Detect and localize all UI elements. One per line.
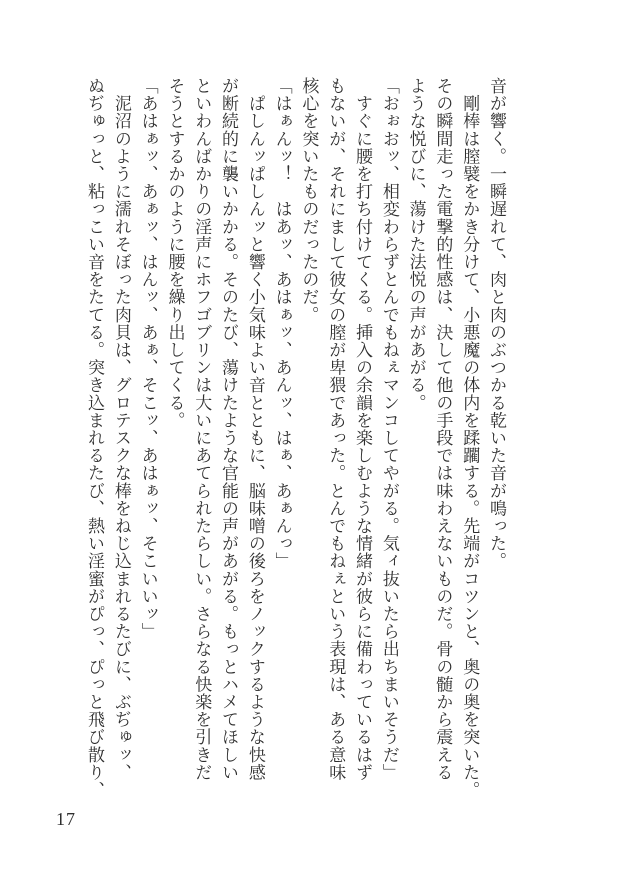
page-text: [80, 77, 509, 799]
text-column: ぬぢゅっと、粘っこい音をたてる。突き込まれるたび、熱い淫蜜がぴっ、ぴっと飛び散り、: [85, 77, 105, 799]
page-number: 17: [56, 809, 76, 829]
text-column: 剛棒は膣襞をかき分けて、小悪魔の体内を蹂躙する。先端がコツンと、奥の奥を突いた。: [460, 77, 480, 799]
text-column: すぐに腰を打ち付けてくる。挿入の余韻を楽しむような情緒が彼らに備わっているはず: [353, 77, 373, 781]
text-column: 泥沼のように濡れそぼった肉貝は、グロテスクな棒をねじ込まれるたびに、ぶぢゅッ、: [111, 77, 131, 781]
text-column: 核心を突いたものだったのだ。: [299, 77, 319, 324]
text-column: そうとするかのように腰を繰り出してくる。: [165, 77, 185, 429]
text-column: が断続的に襲いかかる。そのたび、蕩けたような官能の声があがる。もっとハメてほしい: [219, 77, 239, 781]
text-column: 「あはぁッ、あぁッ、はんッ、あぁ、そこッ、あはぁッ、そこいいッ」: [138, 77, 158, 641]
text-column: ような悦びに、蕩けた法悦の声があがる。: [406, 77, 426, 412]
text-column: 「はぁんッ！ はあッ、あはぁッ、あんッ、はぁ、あぁんっ」: [272, 77, 292, 570]
text-column: もないが、それにまして彼女の膣が卑猥であった。とんでもねぇという表現は、ある意味: [326, 77, 346, 781]
text-column: ぱしんッぱしんッと響く小気味よい音とともに、脳味噌の後ろをノックするような快感: [245, 77, 265, 781]
text-column: といわんばかりの淫声にホフゴブリンは大いにあてられたらしい。さらなる快楽を引きだ: [192, 77, 212, 781]
text-column: 「おぉおッ、相変わらずとんでもねぇマンコしてやがる。気ィ抜いたら出ちまいそうだ」: [379, 77, 399, 781]
text-column: その瞬間走った電撃的性感は、決して他の手段では味わえないものだ。骨の髄から震える: [433, 77, 453, 781]
text-column: 音が響く。一瞬遅れて、肉と肉のぶつかる乾いた音が鳴った。: [487, 77, 506, 570]
